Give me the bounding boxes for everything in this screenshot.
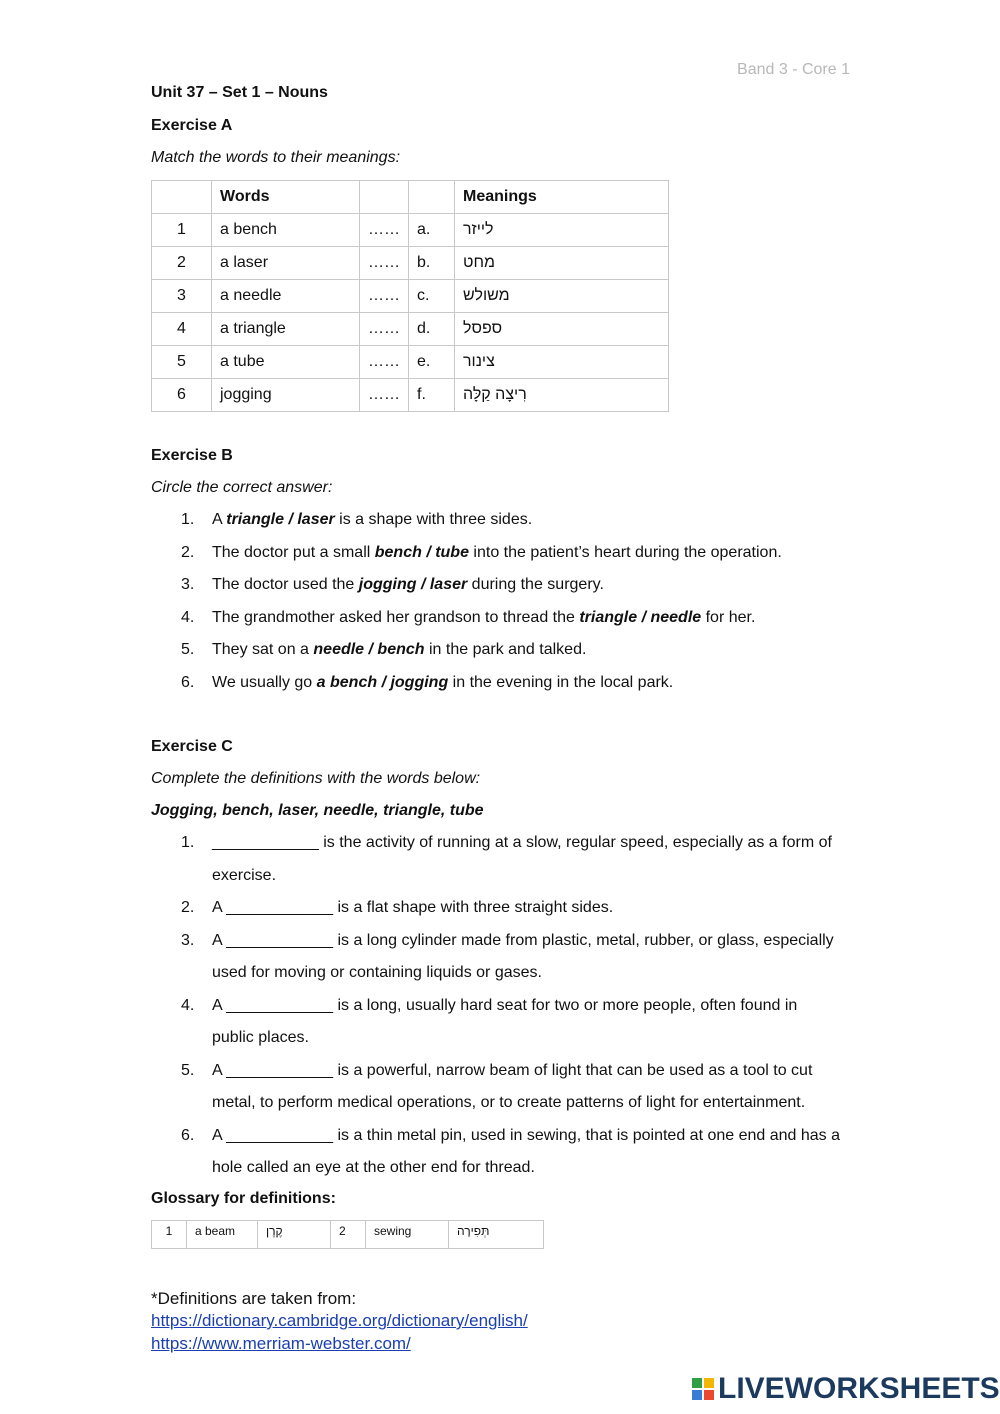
logo-square: [704, 1378, 714, 1388]
item-number: 3.: [181, 931, 195, 949]
exercise-b-list: [151, 504, 851, 699]
glossary-number: 2: [331, 1221, 366, 1249]
meaning-cell: [455, 346, 669, 379]
list-item: [151, 634, 851, 667]
item-number: 5.: [181, 641, 195, 658]
answer-blank[interactable]: ……: [360, 247, 409, 280]
matching-table: [151, 180, 669, 412]
list-item: [151, 537, 851, 570]
row-number: 2: [152, 247, 212, 280]
row-meaning: משולש: [463, 287, 510, 304]
row-meaning: צינור: [463, 353, 495, 370]
definition-line: metal, to perform medical operations, or to create patterns of light for entertainment.: [212, 1094, 806, 1111]
answer-blank[interactable]: ……: [360, 313, 409, 346]
table-row: [152, 247, 669, 280]
row-meaning: ספסל: [463, 320, 503, 337]
answer-choice[interactable]: triangle / laser: [226, 511, 335, 528]
header-meanings: Meanings: [455, 181, 669, 214]
table-row: [152, 379, 669, 412]
header-blank-cell: [152, 181, 212, 214]
table-row: [152, 346, 669, 379]
definition-line[interactable]: A ____________ is a long cylinder made from plastic, metal, rubber, or glass, especially: [212, 931, 834, 949]
answer-choice[interactable]: needle / bench: [313, 641, 425, 658]
logo-square: [704, 1390, 714, 1400]
row-number: 1: [152, 214, 212, 247]
answer-choice[interactable]: bench / tube: [374, 543, 469, 561]
list-item: [151, 504, 851, 537]
definition-line[interactable]: A ____________ is a thin metal pin, used in sewing, that is pointed at one end and has a: [212, 1126, 841, 1144]
matching-table-header: [152, 181, 669, 214]
table-row: [152, 1221, 544, 1249]
list-item: [151, 827, 851, 892]
item-text: A: [212, 511, 227, 528]
row-letter: d.: [409, 313, 455, 346]
item-number: 2.: [181, 899, 195, 916]
answer-choice[interactable]: triangle / needle: [579, 608, 702, 626]
header-words: Words: [212, 181, 360, 214]
row-meaning: רִיצָה קַלָּה: [463, 386, 527, 403]
row-letter: a.: [409, 214, 455, 247]
definition-line[interactable]: A ____________ is a long, usually hard seat for two or more people, often found in: [212, 996, 798, 1014]
row-word: a triangle: [212, 313, 360, 346]
row-letter: f.: [409, 379, 455, 412]
glossary-meaning: קֶרֶן: [258, 1221, 331, 1249]
definition-line: exercise.: [212, 866, 277, 884]
list-item: [151, 667, 851, 700]
item-text: The doctor used the: [212, 576, 359, 593]
word-bank: Jogging, bench, laser, needle, triangle, tube: [151, 802, 484, 819]
page-title: Unit 37 – Set 1 – Nouns: [151, 84, 328, 101]
exercise-a-heading: Exercise A: [151, 117, 233, 134]
meaning-cell: [455, 247, 669, 280]
row-letter: b.: [409, 247, 455, 280]
meaning-cell: [455, 280, 669, 313]
item-text: in the park and talked.: [424, 641, 587, 658]
exercise-c-list: [151, 827, 851, 1185]
row-meaning: מחט: [463, 254, 495, 271]
row-word: a tube: [212, 346, 360, 379]
table-row: [152, 280, 669, 313]
row-number: 5: [152, 346, 212, 379]
cambridge-link[interactable]: https://dictionary.cambridge.org/dictionary/english/: [151, 1311, 528, 1330]
answer-choice[interactable]: jogging / laser: [358, 576, 468, 593]
logo-mark-icon: [692, 1378, 714, 1400]
definition-line[interactable]: A ____________ is a flat shape with three straight sides.: [212, 899, 614, 916]
item-number: 6.: [181, 673, 195, 691]
table-row: [152, 313, 669, 346]
item-number: 3.: [181, 576, 195, 593]
list-item: [151, 602, 851, 635]
definition-line: hole called an eye at the other end for thread.: [212, 1159, 535, 1176]
table-row: [152, 214, 669, 247]
definition-line: public places.: [212, 1029, 309, 1046]
item-number: 5.: [181, 1061, 195, 1079]
header-blank-cell: [360, 181, 409, 214]
glossary-word: a beam: [187, 1221, 258, 1249]
item-text: in the evening in the local park.: [448, 673, 674, 691]
exercise-c-heading: Exercise C: [151, 738, 233, 755]
meaning-cell: [455, 379, 669, 412]
exercise-a-instruction: Match the words to their meanings:: [151, 149, 401, 166]
logo-square: [692, 1390, 702, 1400]
item-number: 2.: [181, 543, 195, 561]
sources-label: *Definitions are taken from:: [151, 1289, 357, 1308]
row-letter: c.: [409, 280, 455, 313]
item-number: 1.: [181, 834, 195, 851]
answer-blank[interactable]: ……: [360, 379, 409, 412]
row-word: a bench: [212, 214, 360, 247]
definition-line[interactable]: A ____________ is a powerful, narrow beam of light that can be used as a tool to cut: [212, 1061, 813, 1079]
row-word: a laser: [212, 247, 360, 280]
answer-blank[interactable]: ……: [360, 214, 409, 247]
exercise-b-heading: Exercise B: [151, 447, 233, 464]
answer-blank[interactable]: ……: [360, 346, 409, 379]
exercise-b-instruction: Circle the correct answer:: [151, 479, 333, 496]
glossary-table: [151, 1220, 544, 1249]
row-word: jogging: [212, 379, 360, 412]
logo-text: LIVEWORKSHEETS: [718, 1372, 1000, 1405]
logo-square: [692, 1378, 702, 1388]
exercise-c-instruction: Complete the definitions with the words below:: [151, 770, 481, 787]
row-number: 6: [152, 379, 212, 412]
row-meaning: לייזר: [463, 221, 494, 238]
definition-line: used for moving or containing liquids or gases.: [212, 964, 542, 981]
item-number: 6.: [181, 1126, 195, 1144]
list-item: [151, 1055, 851, 1120]
item-text: We usually go: [212, 673, 317, 691]
item-text: The doctor put a small: [212, 543, 375, 561]
answer-choice[interactable]: a bench / jogging: [316, 673, 449, 691]
item-text: during the surgery.: [467, 576, 604, 593]
glossary-number: 1: [152, 1221, 187, 1249]
item-number: 4.: [181, 608, 195, 626]
item-number: 1.: [181, 511, 195, 528]
answer-blank[interactable]: ……: [360, 280, 409, 313]
liveworksheets-logo: [692, 1372, 1000, 1406]
band-label: Band 3 - Core 1: [737, 61, 850, 78]
item-number: 4.: [181, 996, 195, 1014]
item-text: is a shape with three sides.: [334, 511, 533, 528]
glossary-meaning: תְּפִירָה: [449, 1221, 544, 1249]
list-item: [151, 925, 851, 990]
merriam-webster-link[interactable]: https://www.merriam-webster.com/: [151, 1334, 411, 1353]
item-text: into the patient’s heart during the operation.: [468, 543, 782, 561]
row-word: a needle: [212, 280, 360, 313]
row-letter: e.: [409, 346, 455, 379]
glossary-word: sewing: [366, 1221, 449, 1249]
item-text: They sat on a: [212, 641, 314, 658]
header-blank-cell: [409, 181, 455, 214]
row-number: 3: [152, 280, 212, 313]
definition-line[interactable]: ____________ is the activity of running at a slow, regular speed, especially as a form of: [212, 834, 832, 851]
glossary-heading: Glossary for definitions:: [151, 1190, 336, 1207]
meaning-cell: [455, 313, 669, 346]
meaning-cell: [455, 214, 669, 247]
list-item: [151, 1120, 851, 1185]
item-text: for her.: [701, 608, 756, 626]
list-item: [151, 990, 851, 1055]
row-number: 4: [152, 313, 212, 346]
list-item: [151, 569, 851, 602]
item-text: The grandmother asked her grandson to thread the: [212, 608, 580, 626]
list-item: [151, 892, 851, 925]
